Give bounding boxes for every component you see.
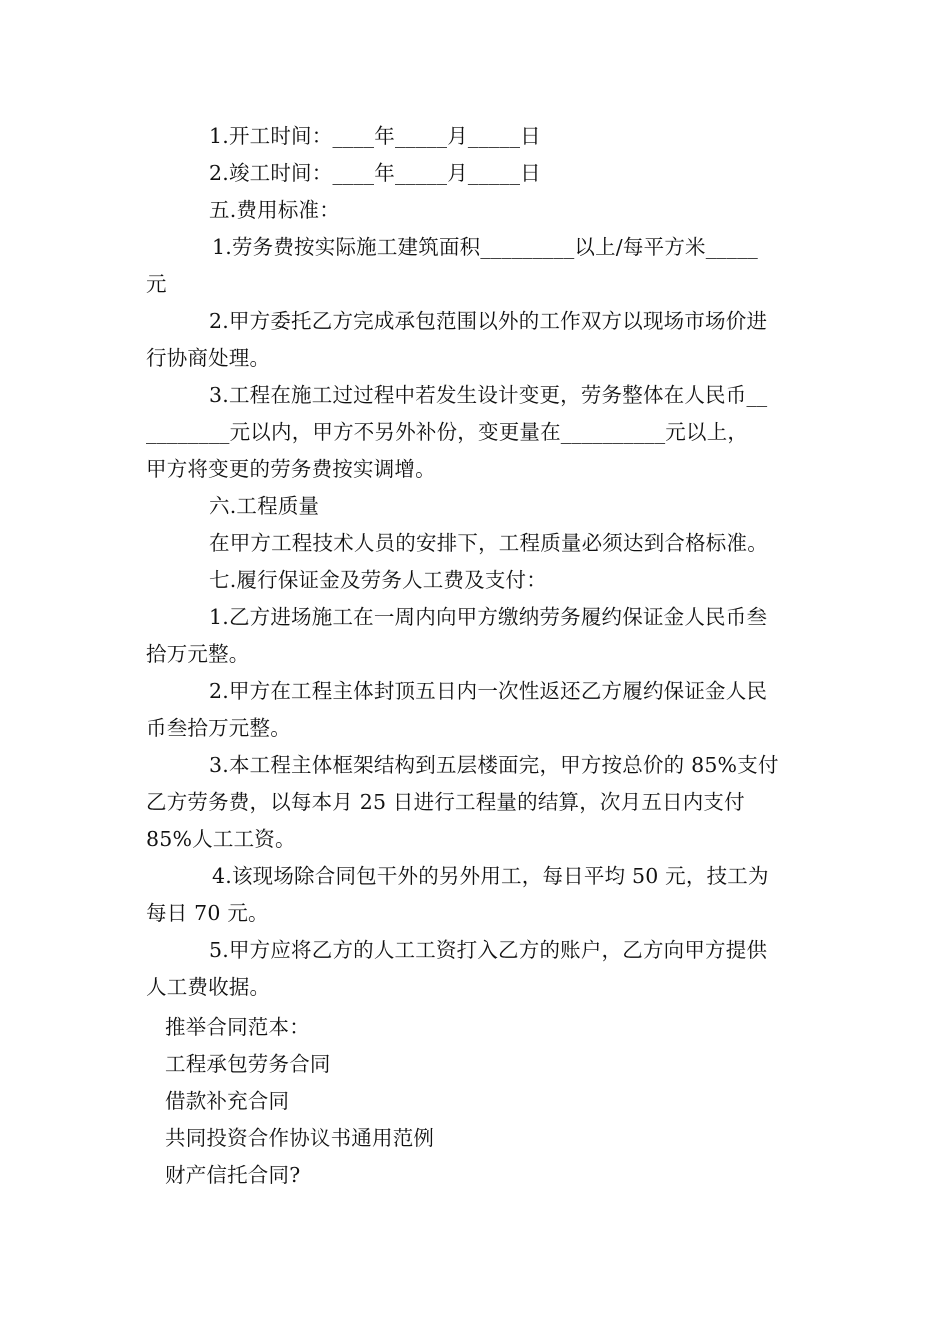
deposit-clause-3-line-1: 3.本工程主体框架结构到五层楼面完，甲方按总价的 85%支付: [209, 753, 779, 777]
recommended-item[interactable]: 借款补充合同: [165, 1089, 290, 1113]
deposit-clause-5-line-2: 人工费收据。: [146, 975, 271, 999]
fee-clause-1-line-1: 1.劳务费按实际施工建筑面积_________以上/每平方米_____: [212, 235, 758, 259]
recommended-templates: [165, 1009, 434, 1194]
deposit-clause-4-line-2: 每日 70 元。: [146, 901, 269, 925]
deposit-clause-2-line-2: 币叁拾万元整。: [146, 716, 291, 740]
section-heading-deposit: 七.履行保证金及劳务人工费及支付：: [209, 568, 547, 592]
fee-clause-2-line-2: 行协商处理。: [146, 346, 271, 370]
recommended-item[interactable]: 财产信托合同?: [165, 1163, 301, 1187]
recommended-item[interactable]: 共同投资合作协议书通用范例: [165, 1126, 435, 1150]
deposit-clause-3-line-2: 乙方劳务费，以每本月 25 日进行工程量的结算，次月五日内支付: [146, 790, 745, 814]
deposit-clause-4-line-1: 4.该现场除合同包干外的另外用工，每日平均 50 元，技工为: [212, 864, 769, 888]
fee-clause-3-line-1: 3.工程在施工过过程中若发生设计变更，劳务整体在人民币__: [209, 383, 768, 407]
start-date-line: 1.开工时间：____年_____月_____日: [209, 124, 541, 148]
fee-clause-3-line-3: 甲方将变更的劳务费按实调增。: [146, 457, 436, 481]
completion-date-line: 2.竣工时间：____年_____月_____日: [209, 161, 541, 185]
quality-clause: 在甲方工程技术人员的安排下，工程质量必须达到合格标准。: [209, 531, 768, 555]
recommended-heading: 推举合同范本：: [165, 1015, 310, 1039]
section-heading-fees: 五.费用标准：: [209, 198, 340, 222]
fee-clause-1-line-2: 元: [146, 272, 167, 296]
contract-body: [146, 118, 810, 1006]
deposit-clause-2-line-1: 2.甲方在工程主体封顶五日内一次性返还乙方履约保证金人民: [209, 679, 768, 703]
deposit-clause-3-line-3: 85%人工工资。: [146, 827, 296, 851]
deposit-clause-1-line-1: 1.乙方进场施工在一周内向甲方缴纳劳务履约保证金人民币叁: [209, 605, 768, 629]
fee-clause-2-line-1: 2.甲方委托乙方完成承包范围以外的工作双方以现场市场价进: [209, 309, 768, 333]
deposit-clause-1-line-2: 拾万元整。: [146, 642, 250, 666]
fee-clause-3-line-2: ________元以内，甲方不另外补份，变更量在__________元以上，: [146, 420, 749, 444]
recommended-item[interactable]: 工程承包劳务合同: [165, 1052, 331, 1076]
deposit-clause-5-line-1: 5.甲方应将乙方的人工工资打入乙方的账户，乙方向甲方提供: [209, 938, 768, 962]
section-heading-quality: 六.工程质量: [209, 494, 320, 518]
